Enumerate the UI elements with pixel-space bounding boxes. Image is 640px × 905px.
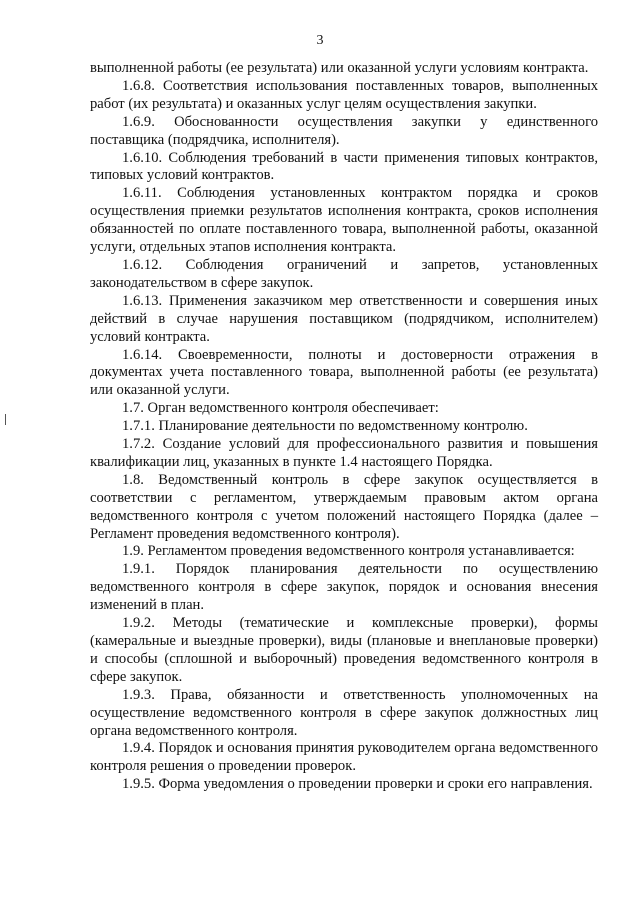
page-number: 3 bbox=[316, 33, 324, 48]
paragraph-1-7-2: 1.7.2. Создание условий для профессионального развития и повышения квалификации лиц, указанных в пункте 1.4 настоящего Порядка. bbox=[90, 436, 598, 470]
paragraph-1-6-8: 1.6.8. Соответствия использования поставленных товаров, выполненных работ (их результата) и оказанных услуг целям осуществления закупки. bbox=[90, 77, 598, 112]
paragraph-1-6-13: 1.6.13. Применения заказчиком мер ответственности и совершения иных действий в случае нарушения поставщиком (подрядчиком, исполнителем) условий контракта. bbox=[90, 292, 598, 345]
paragraph-1-6-14: 1.6.14. Своевременности, полноты и достоверности отражения в документах учета поставленного товара, выполненной работы (ее результата) или оказанной услуги. bbox=[90, 346, 598, 399]
paragraph-1-6-11: 1.6.11. Соблюдения установленных контрактом порядка и сроков осуществления приемки результатов исполнения контракта, сроков исполнения обязанностей по оплате поставленного товара, выполненной работы, оказанной услуги, отдельных этапов исполнения контракта. bbox=[90, 185, 598, 256]
paragraph-1-9-4: 1.9.4. Порядок и основания принятия руководителем органа ведомственного контроля решения о проведении проверок. bbox=[90, 740, 598, 775]
paragraph-1-9: 1.9. Регламентом проведения ведомственного контроля устанавливается: bbox=[122, 543, 575, 560]
paragraph-1-8: 1.8. Ведомственный контроль в сфере закупок осуществляется в соответствии с регламентом, утверждаемым правовым актом органа ведомственного контроля с учетом положений настоящего Порядка (далее – Регламент проведения ведомственного контроля). bbox=[90, 471, 598, 542]
paragraph-1-9-5: 1.9.5. Форма уведомления о проведении проверки и сроки его направления. bbox=[122, 776, 593, 793]
paragraph-continuation: выполненной работы (ее результата) или оказанной услуги условиям контракта. bbox=[90, 60, 589, 76]
paragraph-1-7: 1.7. Орган ведомственного контроля обеспечивает: bbox=[122, 400, 439, 417]
paragraph-1-9-2: 1.9.2. Методы (тематические и комплексные проверки), формы (камеральные и выездные проверки), виды (плановые и внеплановые проверки) и способы (сплошной и выборочный) проведения ведомственного контроля в сфере закупок. bbox=[90, 615, 598, 685]
margin-mark bbox=[5, 414, 6, 425]
paragraph-1-9-1: 1.9.1. Порядок планирования деятельности по осуществлению ведомственного контроля в сфере закупок, порядок и основания внесения изменений в план. bbox=[90, 561, 598, 614]
document-body bbox=[90, 60, 598, 794]
paragraph-1-9-3: 1.9.3. Права, обязанности и ответственность уполномоченных на осуществление ведомственного контроля в сфере закупок должностных лиц органа ведомственного контроля. bbox=[90, 686, 598, 739]
paragraph-1-6-12: 1.6.12. Соблюдения ограничений и запретов, установленных законодательством в сфере закупок. bbox=[90, 256, 598, 291]
paragraph-1-6-10: 1.6.10. Соблюдения требований в части применения типовых контрактов, типовых условий контрактов. bbox=[90, 149, 598, 184]
paragraph-1-6-9: 1.6.9. Обоснованности осуществления закупки у единственного поставщика (подрядчика, исполнителя). bbox=[90, 113, 598, 148]
paragraph-1-7-1: 1.7.1. Планирование деятельности по ведомственному контролю. bbox=[122, 418, 528, 435]
